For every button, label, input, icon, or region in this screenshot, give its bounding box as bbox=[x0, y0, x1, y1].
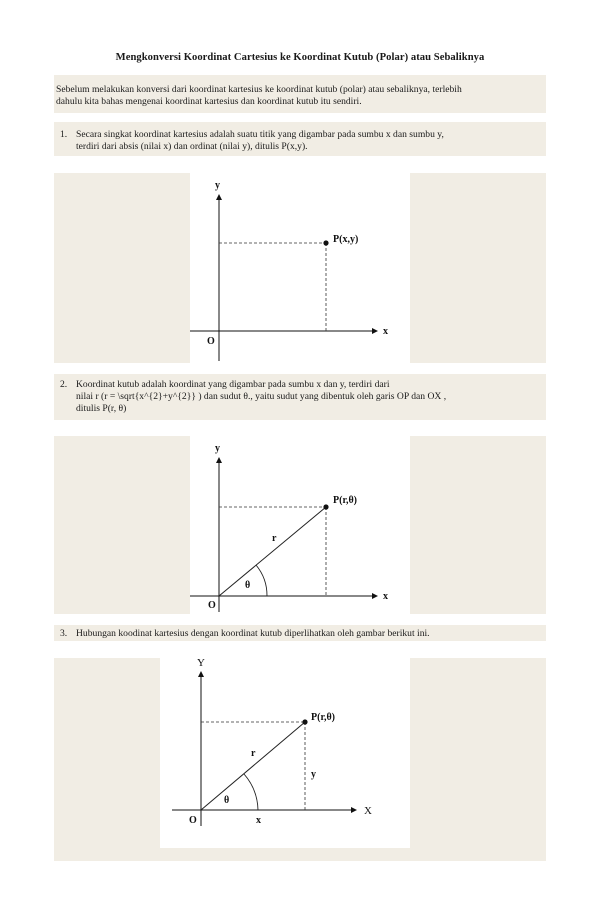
radius-line bbox=[219, 507, 326, 596]
figure-cartesian bbox=[190, 173, 410, 363]
intro-line-2: dahulu kita bahas mengenai koordinat kartesius dan koordinat kutub itu sendiri. bbox=[56, 96, 362, 107]
y-axis-label: y bbox=[215, 443, 220, 454]
angle-arc bbox=[256, 565, 267, 596]
point-p bbox=[302, 719, 307, 724]
item3-number: 3. bbox=[60, 628, 68, 639]
x-axis-label: x bbox=[383, 591, 388, 602]
y-axis-label: y bbox=[215, 180, 220, 191]
point-p bbox=[323, 504, 328, 509]
figure1-panel bbox=[190, 173, 410, 363]
y-component-label: y bbox=[311, 769, 316, 780]
figure-polar bbox=[190, 436, 410, 614]
point-label: P(r,θ) bbox=[333, 495, 358, 506]
item2-line-1: Koordinat kutub adalah koordinat yang digambar pada sumbu x dan y, terdiri dari bbox=[76, 379, 390, 390]
x-axis-label: x bbox=[383, 326, 388, 337]
r-label: r bbox=[272, 533, 277, 544]
x-component-label: x bbox=[256, 815, 261, 826]
item2-line-2: nilai r (r = \sqrt{x^{2}+y^{2}} ) dan sudut θ., yaitu sudut yang dibentuk oleh garis OP dan OX , bbox=[76, 391, 447, 402]
item1-line-1: Secara singkat koordinat kartesius adalah suatu titik yang digambar pada sumbu x dan sumbu y, bbox=[76, 129, 444, 140]
item2-number: 2. bbox=[60, 379, 68, 390]
item3-line-1: Hubungan koodinat kartesius dengan koordinat kutub diperlihatkan oleh gambar berikut ini. bbox=[76, 628, 430, 639]
figure2-panel bbox=[190, 436, 410, 614]
page-title: Mengkonversi Koordinat Cartesius ke Koordinat Kutub (Polar) atau Sebaliknya bbox=[115, 52, 485, 63]
figure3-panel bbox=[160, 658, 410, 848]
y-axis-label: Y bbox=[197, 658, 205, 669]
origin-label: O bbox=[207, 336, 215, 347]
intro-line-1: Sebelum melakukan konversi dari koordinat kartesius ke koordinat kutub (polar) atau sebaliknya, terlebih bbox=[56, 84, 462, 95]
item2-line-3: ditulis P(r, θ) bbox=[76, 403, 127, 414]
point-p bbox=[323, 240, 328, 245]
item1-number: 1. bbox=[60, 129, 68, 140]
theta-label: θ bbox=[245, 580, 251, 591]
item1-line-2: terdiri dari absis (nilai x) dan ordinat (nilai y), ditulis P(x,y). bbox=[76, 141, 308, 152]
theta-label: θ bbox=[224, 795, 230, 806]
radius-line bbox=[201, 722, 305, 810]
angle-arc bbox=[244, 774, 258, 810]
x-axis-label: X bbox=[364, 805, 372, 817]
point-label: P(x,y) bbox=[333, 234, 359, 245]
origin-label: O bbox=[208, 600, 216, 611]
figure-relation bbox=[160, 658, 410, 848]
origin-label: O bbox=[189, 815, 197, 826]
r-label: r bbox=[251, 748, 256, 759]
point-label: P(r,θ) bbox=[311, 712, 336, 723]
